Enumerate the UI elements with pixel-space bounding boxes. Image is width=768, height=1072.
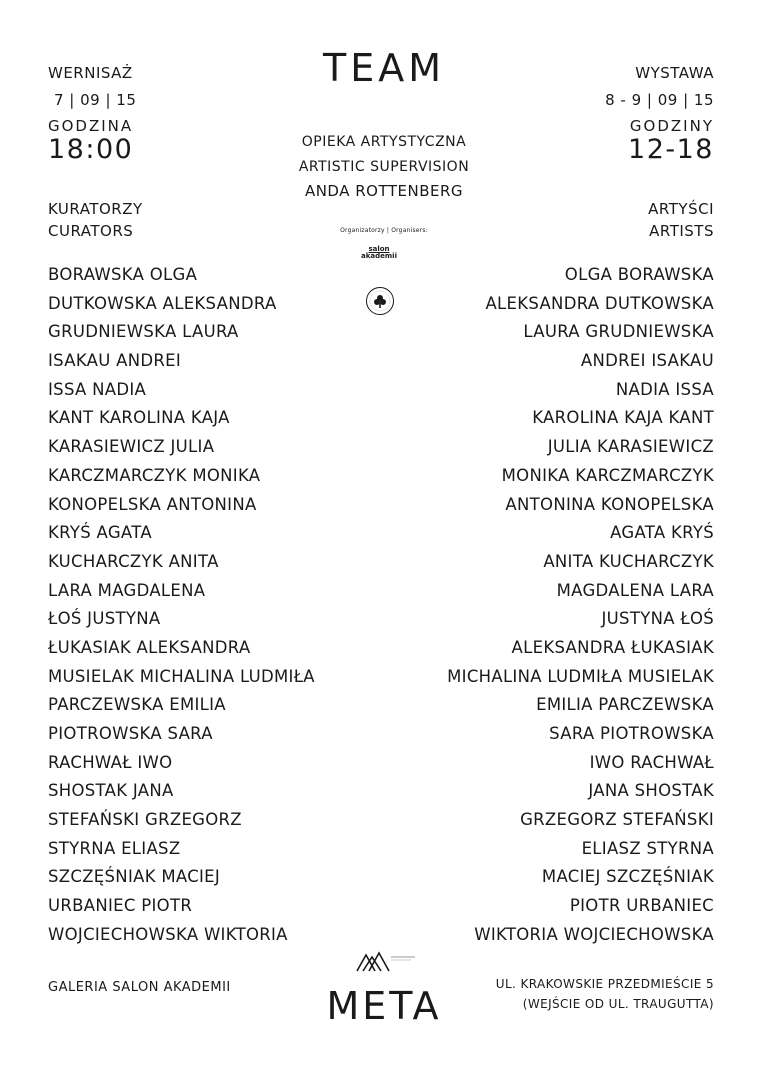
artist-name: MICHALINA LUDMIŁA MUSIELAK — [447, 666, 714, 686]
curator-name: SZCZĘŚNIAK MACIEJ — [48, 867, 221, 887]
artists-label-pl: ARTYŚCI — [648, 200, 714, 218]
curator-name: DUTKOWSKA ALEKSANDRA — [48, 293, 277, 313]
artist-name: GRZEGORZ STEFAŃSKI — [520, 810, 714, 830]
artist-name: EMILIA PARCZEWSKA — [536, 695, 714, 715]
curator-name: KONOPELSKA ANTONINA — [48, 494, 257, 514]
artist-name: WIKTORIA WOJCIECHOWSKA — [474, 924, 714, 944]
exhibition-hours-label: GODZINY — [629, 117, 714, 135]
artist-name: JUSTYNA ŁOŚ — [601, 609, 714, 629]
logo-salon-text: salon — [368, 245, 390, 253]
curator-name: KRYŚ AGATA — [48, 523, 152, 543]
curator-name: STYRNA ELIASZ — [48, 838, 181, 858]
curator-name: BORAWSKA OLGA — [48, 265, 198, 284]
curator-name: WOJCIECHOWSKA WIKTORIA — [48, 924, 288, 944]
organisers-label: Organizatorzy | Organisers: — [340, 227, 428, 234]
artist-name: LAURA GRUDNIEWSKA — [523, 322, 714, 342]
artist-name: ANDREI ISAKAU — [580, 351, 714, 371]
artist-name: MACIEJ SZCZĘŚNIAK — [541, 867, 714, 887]
footer-title: META — [326, 984, 442, 1028]
curators-label-en: CURATORS — [48, 222, 134, 240]
page-title: TEAM — [322, 46, 445, 90]
curator-name: URBANIEC PIOTR — [48, 896, 193, 916]
curator-name: KUCHARCZYK ANITA — [48, 551, 219, 571]
exhibition-hours: 12-18 — [628, 134, 714, 165]
logo-akademii-text: akademii — [361, 252, 397, 260]
artist-name: ANITA KUCHARCZYK — [543, 551, 714, 571]
exhibition-label: WYSTAWA — [635, 64, 714, 82]
vernissage-label: WERNISAŻ — [48, 64, 133, 82]
curator-name: PARCZEWSKA EMILIA — [48, 695, 226, 715]
curator-name: RACHWAŁ IWO — [48, 752, 173, 772]
artist-name: AGATA KRYŚ — [610, 523, 714, 543]
address-line-1: UL. KRAKOWSKIE PRZEDMIEŚCIE 5 — [495, 977, 714, 991]
address-line-2: (WEJŚCIE OD UL. TRAUGUTTA) — [522, 997, 714, 1011]
venue-name: GALERIA SALON AKADEMII — [48, 980, 231, 995]
curator-name: SHOSTAK JANA — [48, 781, 174, 801]
artist-name: KAROLINA KAJA KANT — [532, 408, 714, 428]
vernissage-time: 18:00 — [48, 134, 134, 165]
artist-name: IWO RACHWAŁ — [589, 752, 714, 772]
artist-name: JANA SHOSTAK — [588, 781, 714, 801]
supervisor-name: ANDA ROTTENBERG — [304, 182, 464, 200]
curator-name: ISSA NADIA — [48, 379, 147, 399]
circular-seal-icon — [365, 286, 395, 316]
artists-list — [447, 265, 714, 954]
artist-name: ANTONINA KONOPELSKA — [505, 494, 714, 514]
curator-name: ŁOŚ JUSTYNA — [48, 609, 161, 629]
artist-name: MAGDALENA LARA — [556, 580, 714, 600]
salon-akademii-logo-icon — [357, 246, 401, 268]
supervision-pl: OPIEKA ARTYSTYCZNA — [301, 134, 467, 150]
curator-name: KARASIEWICZ JULIA — [48, 437, 215, 457]
curators-list — [48, 265, 315, 954]
curator-name: KARCZMARCZYK MONIKA — [48, 465, 261, 485]
artist-name: SARA PIOTROWSKA — [549, 724, 714, 743]
supervision-en: ARTISTIC SUPERVISION — [298, 159, 470, 175]
curator-name: ŁUKASIAK ALEKSANDRA — [48, 637, 251, 657]
artist-name: MONIKA KARCZMARCZYK — [501, 465, 714, 485]
artist-name: PIOTR URBANIEC — [569, 896, 714, 916]
artist-name: NADIA ISSA — [615, 379, 714, 399]
artist-name: ALEKSANDRA DUTKOWSKA — [485, 293, 714, 313]
curator-name: KANT KAROLINA KAJA — [48, 408, 230, 428]
artists-label-en: ARTISTS — [649, 222, 714, 240]
vernissage-date: 7 | 09 | 15 — [54, 91, 137, 109]
curator-name: PIOTROWSKA SARA — [48, 724, 213, 743]
curators-label-pl: KURATORZY — [48, 200, 143, 218]
artist-name: OLGA BORAWSKA — [564, 265, 714, 284]
artist-name: ELIASZ STYRNA — [581, 838, 714, 858]
curator-name: MUSIELAK MICHALINA LUDMIŁA — [48, 666, 315, 686]
curator-name: GRUDNIEWSKA LAURA — [48, 322, 239, 342]
artist-name: ALEKSANDRA ŁUKASIAK — [511, 637, 714, 657]
mountain-peaks-logo-icon — [355, 951, 417, 973]
curator-name: ISAKAU ANDREI — [48, 351, 182, 371]
curator-name: STEFAŃSKI GRZEGORZ — [48, 810, 242, 830]
curator-name: LARA MAGDALENA — [48, 580, 206, 600]
artist-name: JULIA KARASIEWICZ — [547, 437, 714, 457]
exhibition-dates: 8 - 9 | 09 | 15 — [605, 91, 714, 109]
vernissage-time-label: GODZINA — [48, 117, 134, 135]
